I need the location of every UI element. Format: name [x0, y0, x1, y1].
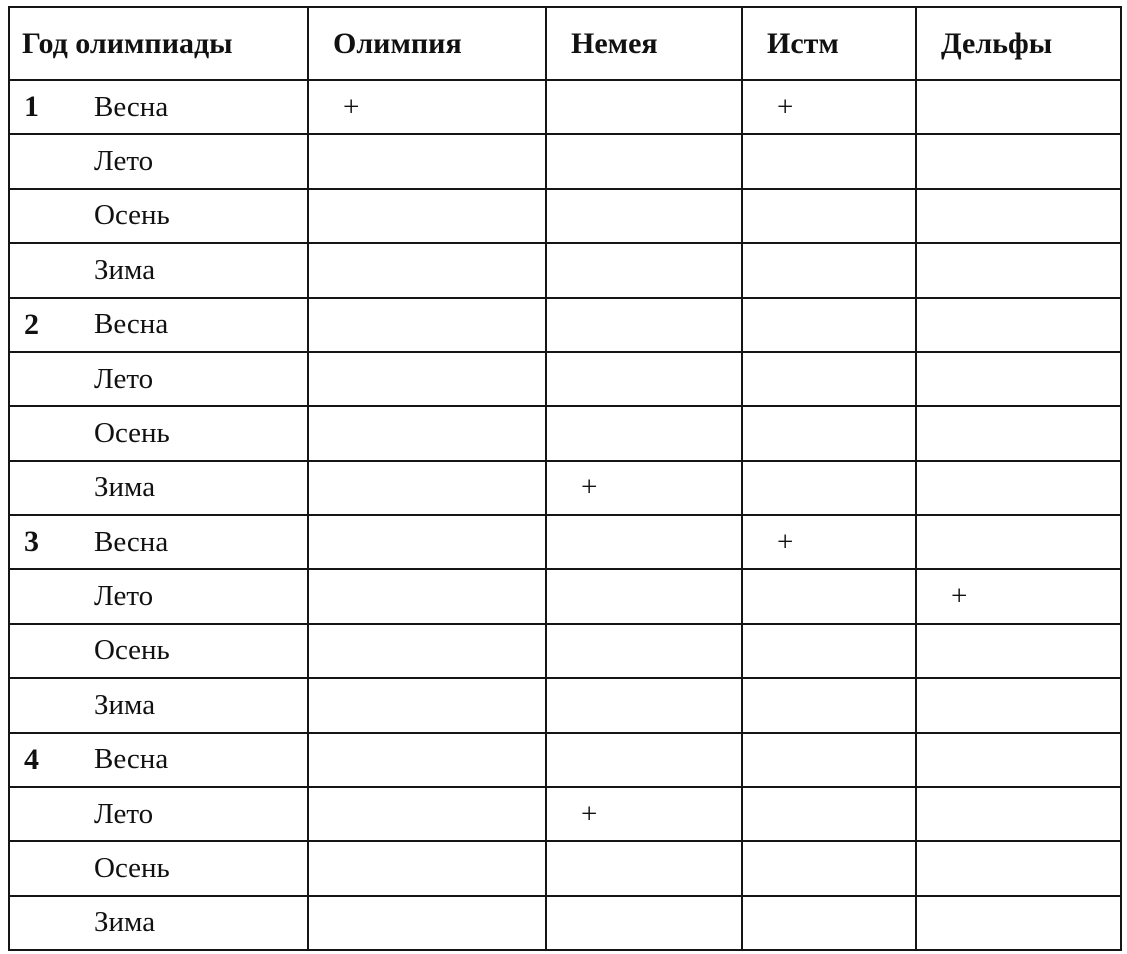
games-mark-isthmus	[742, 569, 916, 623]
table-row	[9, 189, 1121, 243]
games-mark-nemea	[546, 352, 742, 406]
games-mark-olympia	[308, 189, 546, 243]
year-season-cell	[9, 80, 308, 134]
table-row	[9, 841, 1121, 895]
table-row	[9, 733, 1121, 787]
games-mark-delphi	[916, 189, 1121, 243]
year-season-cell	[9, 569, 308, 623]
olympiad-number: 3	[24, 525, 39, 559]
games-mark-delphi	[916, 896, 1121, 950]
year-season-cell	[9, 624, 308, 678]
season-label: Зима	[94, 471, 156, 504]
games-mark-nemea	[546, 841, 742, 895]
table-row	[9, 80, 1121, 134]
year-season-cell	[9, 189, 308, 243]
games-mark-delphi	[916, 841, 1121, 895]
games-mark-olympia	[308, 678, 546, 732]
games-mark-isthmus	[742, 678, 916, 732]
table-row	[9, 243, 1121, 297]
column-header-olympia: Олимпия	[308, 7, 546, 80]
games-mark-isthmus	[742, 406, 916, 460]
year-season-cell	[9, 678, 308, 732]
year-season-cell	[9, 733, 308, 787]
year-season-cell	[9, 787, 308, 841]
games-mark-olympia	[308, 461, 546, 515]
games-mark-delphi	[916, 787, 1121, 841]
season-label: Лето	[94, 362, 154, 395]
games-mark-delphi	[916, 678, 1121, 732]
table-row	[9, 569, 1121, 623]
games-mark-nemea	[546, 624, 742, 678]
games-mark-delphi	[916, 515, 1121, 569]
games-mark-olympia	[308, 733, 546, 787]
games-mark-isthmus	[742, 243, 916, 297]
season-label: Осень	[94, 199, 170, 232]
games-mark-olympia	[308, 298, 546, 352]
games-mark-delphi	[916, 243, 1121, 297]
column-header-year: Год олимпиады	[9, 7, 308, 80]
season-label: Лето	[94, 580, 154, 613]
games-mark-delphi	[916, 298, 1121, 352]
games-mark-isthmus	[742, 298, 916, 352]
year-season-cell	[9, 298, 308, 352]
games-mark-olympia	[308, 243, 546, 297]
games-mark-nemea	[546, 896, 742, 950]
season-label: Весна	[94, 90, 169, 123]
games-mark-delphi	[916, 80, 1121, 134]
year-season-cell	[9, 896, 308, 950]
games-mark-nemea	[546, 569, 742, 623]
table-row	[9, 787, 1121, 841]
games-mark-delphi	[916, 733, 1121, 787]
games-mark-isthmus	[742, 352, 916, 406]
games-mark-nemea: +	[546, 461, 742, 515]
games-mark-isthmus: +	[742, 515, 916, 569]
games-mark-delphi	[916, 352, 1121, 406]
games-mark-olympia	[308, 841, 546, 895]
season-label: Зима	[94, 906, 156, 939]
games-mark-isthmus	[742, 461, 916, 515]
games-mark-nemea	[546, 298, 742, 352]
year-season-cell	[9, 406, 308, 460]
games-mark-delphi	[916, 461, 1121, 515]
table-row	[9, 406, 1121, 460]
games-mark-olympia	[308, 569, 546, 623]
olympiad-number: 2	[24, 307, 39, 341]
games-mark-delphi: +	[916, 569, 1121, 623]
games-mark-olympia	[308, 352, 546, 406]
table-row	[9, 134, 1121, 188]
games-mark-nemea: +	[546, 787, 742, 841]
games-schedule-table	[8, 6, 1122, 951]
games-mark-olympia	[308, 406, 546, 460]
season-label: Осень	[94, 851, 170, 884]
column-header-nemea: Немея	[546, 7, 742, 80]
table-row	[9, 896, 1121, 950]
games-mark-nemea	[546, 189, 742, 243]
games-mark-isthmus	[742, 733, 916, 787]
games-mark-isthmus	[742, 896, 916, 950]
table-row	[9, 624, 1121, 678]
games-mark-olympia	[308, 624, 546, 678]
games-mark-isthmus: +	[742, 80, 916, 134]
games-mark-olympia	[308, 134, 546, 188]
season-label: Лето	[94, 797, 154, 830]
games-mark-isthmus	[742, 841, 916, 895]
season-label: Весна	[94, 743, 169, 776]
column-header-delphi: Дельфы	[916, 7, 1121, 80]
table-row	[9, 515, 1121, 569]
season-label: Осень	[94, 634, 170, 667]
games-mark-olympia	[308, 896, 546, 950]
year-season-cell	[9, 461, 308, 515]
column-header-isthmus: Истм	[742, 7, 916, 80]
season-label: Весна	[94, 308, 169, 341]
year-season-cell	[9, 352, 308, 406]
table-row	[9, 678, 1121, 732]
games-mark-nemea	[546, 733, 742, 787]
games-mark-delphi	[916, 134, 1121, 188]
table-row	[9, 352, 1121, 406]
season-label: Зима	[94, 688, 156, 721]
table-row	[9, 461, 1121, 515]
games-mark-isthmus	[742, 134, 916, 188]
header-row	[9, 7, 1121, 80]
games-mark-delphi	[916, 406, 1121, 460]
year-season-cell	[9, 243, 308, 297]
games-mark-nemea	[546, 243, 742, 297]
year-season-cell	[9, 134, 308, 188]
games-mark-delphi	[916, 624, 1121, 678]
table-body	[9, 80, 1121, 950]
olympiad-number: 1	[24, 90, 39, 124]
games-mark-nemea	[546, 515, 742, 569]
games-mark-nemea	[546, 678, 742, 732]
season-label: Весна	[94, 525, 169, 558]
season-label: Зима	[94, 253, 156, 286]
games-mark-isthmus	[742, 787, 916, 841]
games-mark-nemea	[546, 406, 742, 460]
year-season-cell	[9, 515, 308, 569]
games-mark-olympia: +	[308, 80, 546, 134]
table-row	[9, 298, 1121, 352]
games-mark-olympia	[308, 787, 546, 841]
games-mark-nemea	[546, 80, 742, 134]
games-mark-nemea	[546, 134, 742, 188]
games-mark-isthmus	[742, 624, 916, 678]
season-label: Лето	[94, 145, 154, 178]
year-season-cell	[9, 841, 308, 895]
games-mark-isthmus	[742, 189, 916, 243]
season-label: Осень	[94, 416, 170, 449]
games-mark-olympia	[308, 515, 546, 569]
olympiad-number: 4	[24, 742, 39, 776]
